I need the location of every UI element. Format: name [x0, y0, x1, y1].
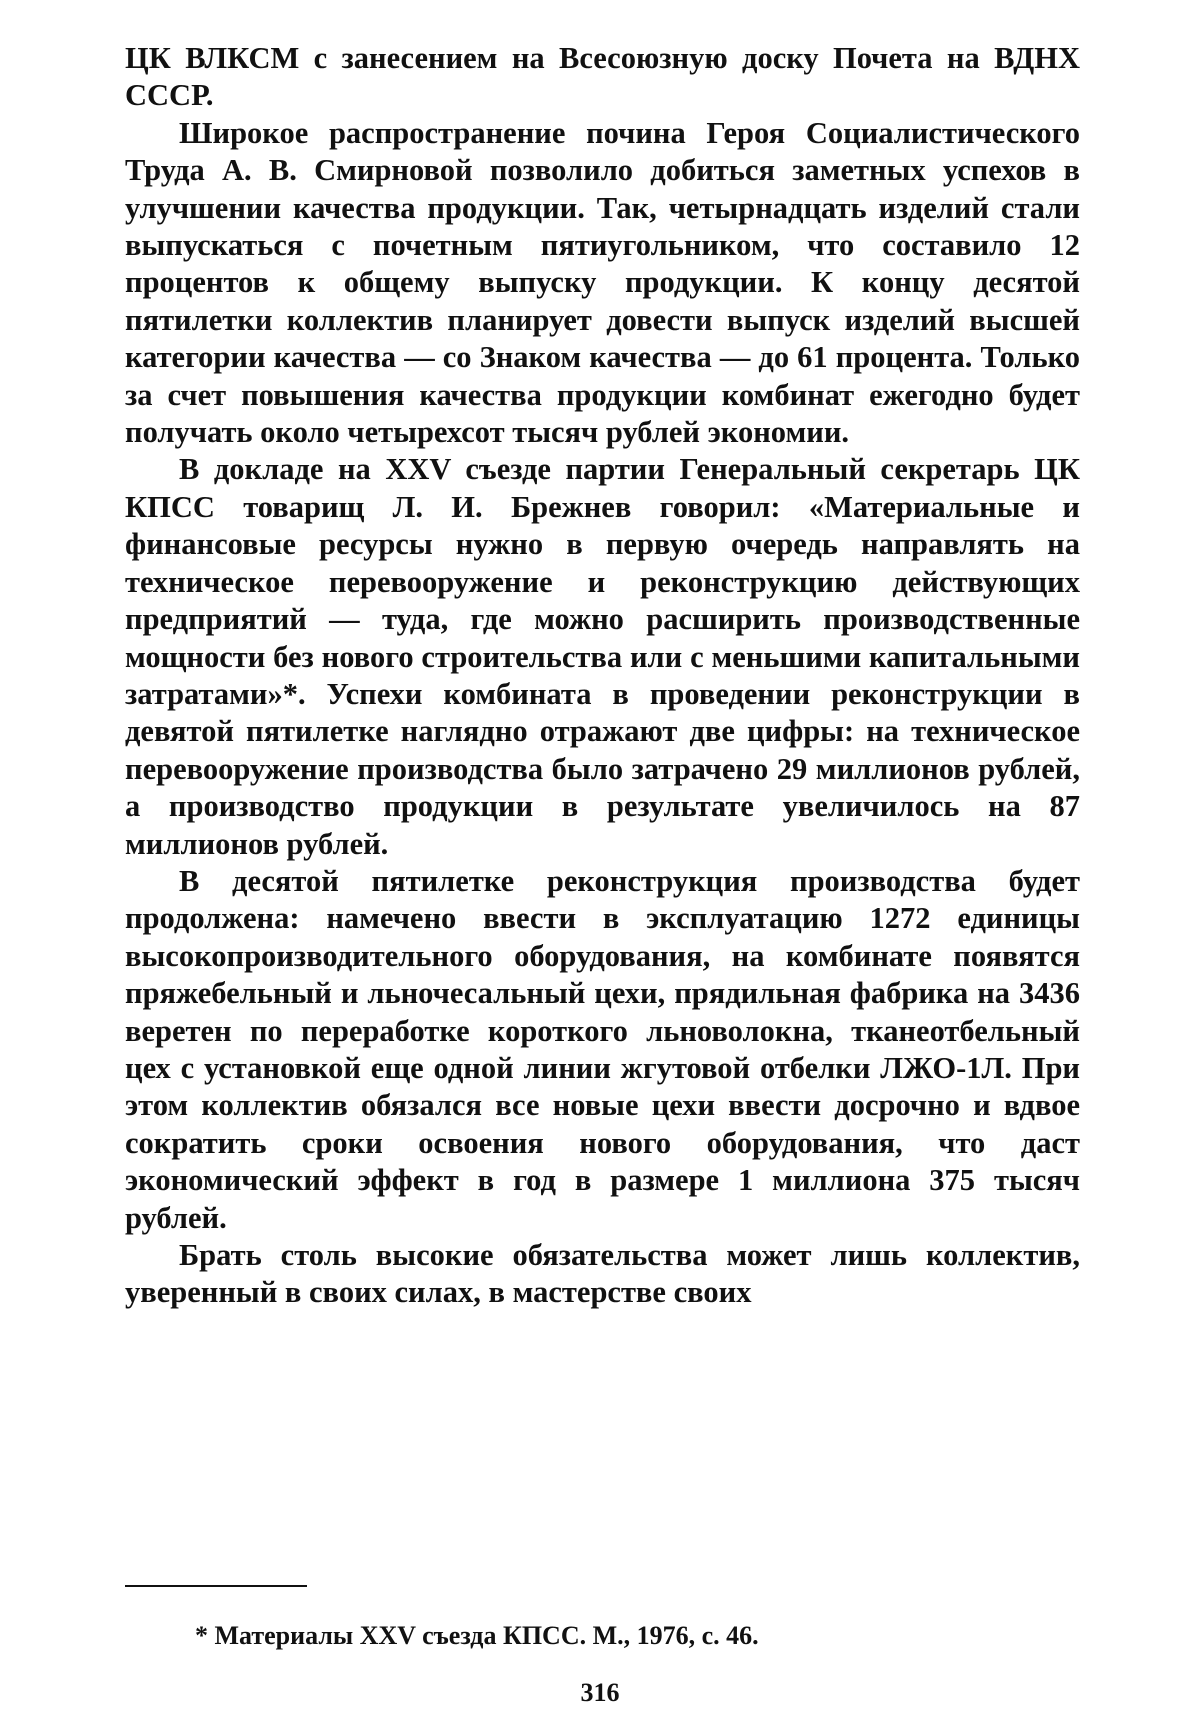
footnote: * Материалы XXV съезда КПСС. М., 1976, с. 46.	[195, 1621, 759, 1650]
footnote-divider	[125, 1585, 307, 1587]
paragraph-commitments: Брать столь высокие обязательства может лишь коллектив, уверенный в своих силах, в мастерстве своих	[125, 1238, 1080, 1310]
paragraph-congress-quote: В докладе на XXV съезде партии Генеральный секретарь ЦК КПСС товарищ Л. И. Брежнев говорил: «Материальные и финансовые ресурсы нужно в первую очередь направлять на техническое перевооружение и реконструкцию действующих предприятий — туда, где можно расширить производственные мощности без нового строительства или с меньшими капитальными затратами»*. Успехи комбината в проведении реконструкции в девятой пятилетке наглядно отражают две цифры: на техническое перевооружение производства было затрачено 29 миллионов рублей, а производство продукции в результате увеличилось на 87 миллионов рублей.	[125, 452, 1080, 861]
page-number: 316	[580, 1678, 620, 1707]
paragraph-continuation: ЦК ВЛКСМ с занесением на Всесоюзную доску Почета на ВДНХ СССР.	[125, 41, 1080, 113]
page-body	[125, 40, 1080, 1312]
paragraph-quality: Широкое распространение почина Героя Социалистического Труда А. В. Смирновой позволило добиться заметных успехов в улучшении качества продукции. Так, четырнадцать изделий стали выпускаться с почетным пятиугольником, что составило 12 процентов к общему выпуску продукции. К концу десятой пятилетки коллектив планирует довести выпуск изделий высшей категории качества — со Знаком качества — до 61 процента. Только за счет повышения качества продукции комбинат ежегодно будет получать около четырехсот тысяч рублей экономии.	[125, 115, 1080, 450]
paragraph-reconstruction: В десятой пятилетке реконструкция производства будет продолжена: намечено ввести в эксплуатацию 1272 единицы высокопроизводительного оборудования, на комбинате появятся пряжебельный и льночесальный цехи, прядильная фабрика на 3436 веретен по переработке короткого льноволокна, тканеотбельный цех с установкой еще одной линии жгутовой отбелки ЛЖО-1Л. При этом коллектив обязался все новые цехи ввести досрочно и вдвое сократить сроки освоения нового оборудования, что даст экономический эффект в год в размере 1 миллиона 375 тысяч рублей.	[125, 863, 1080, 1235]
